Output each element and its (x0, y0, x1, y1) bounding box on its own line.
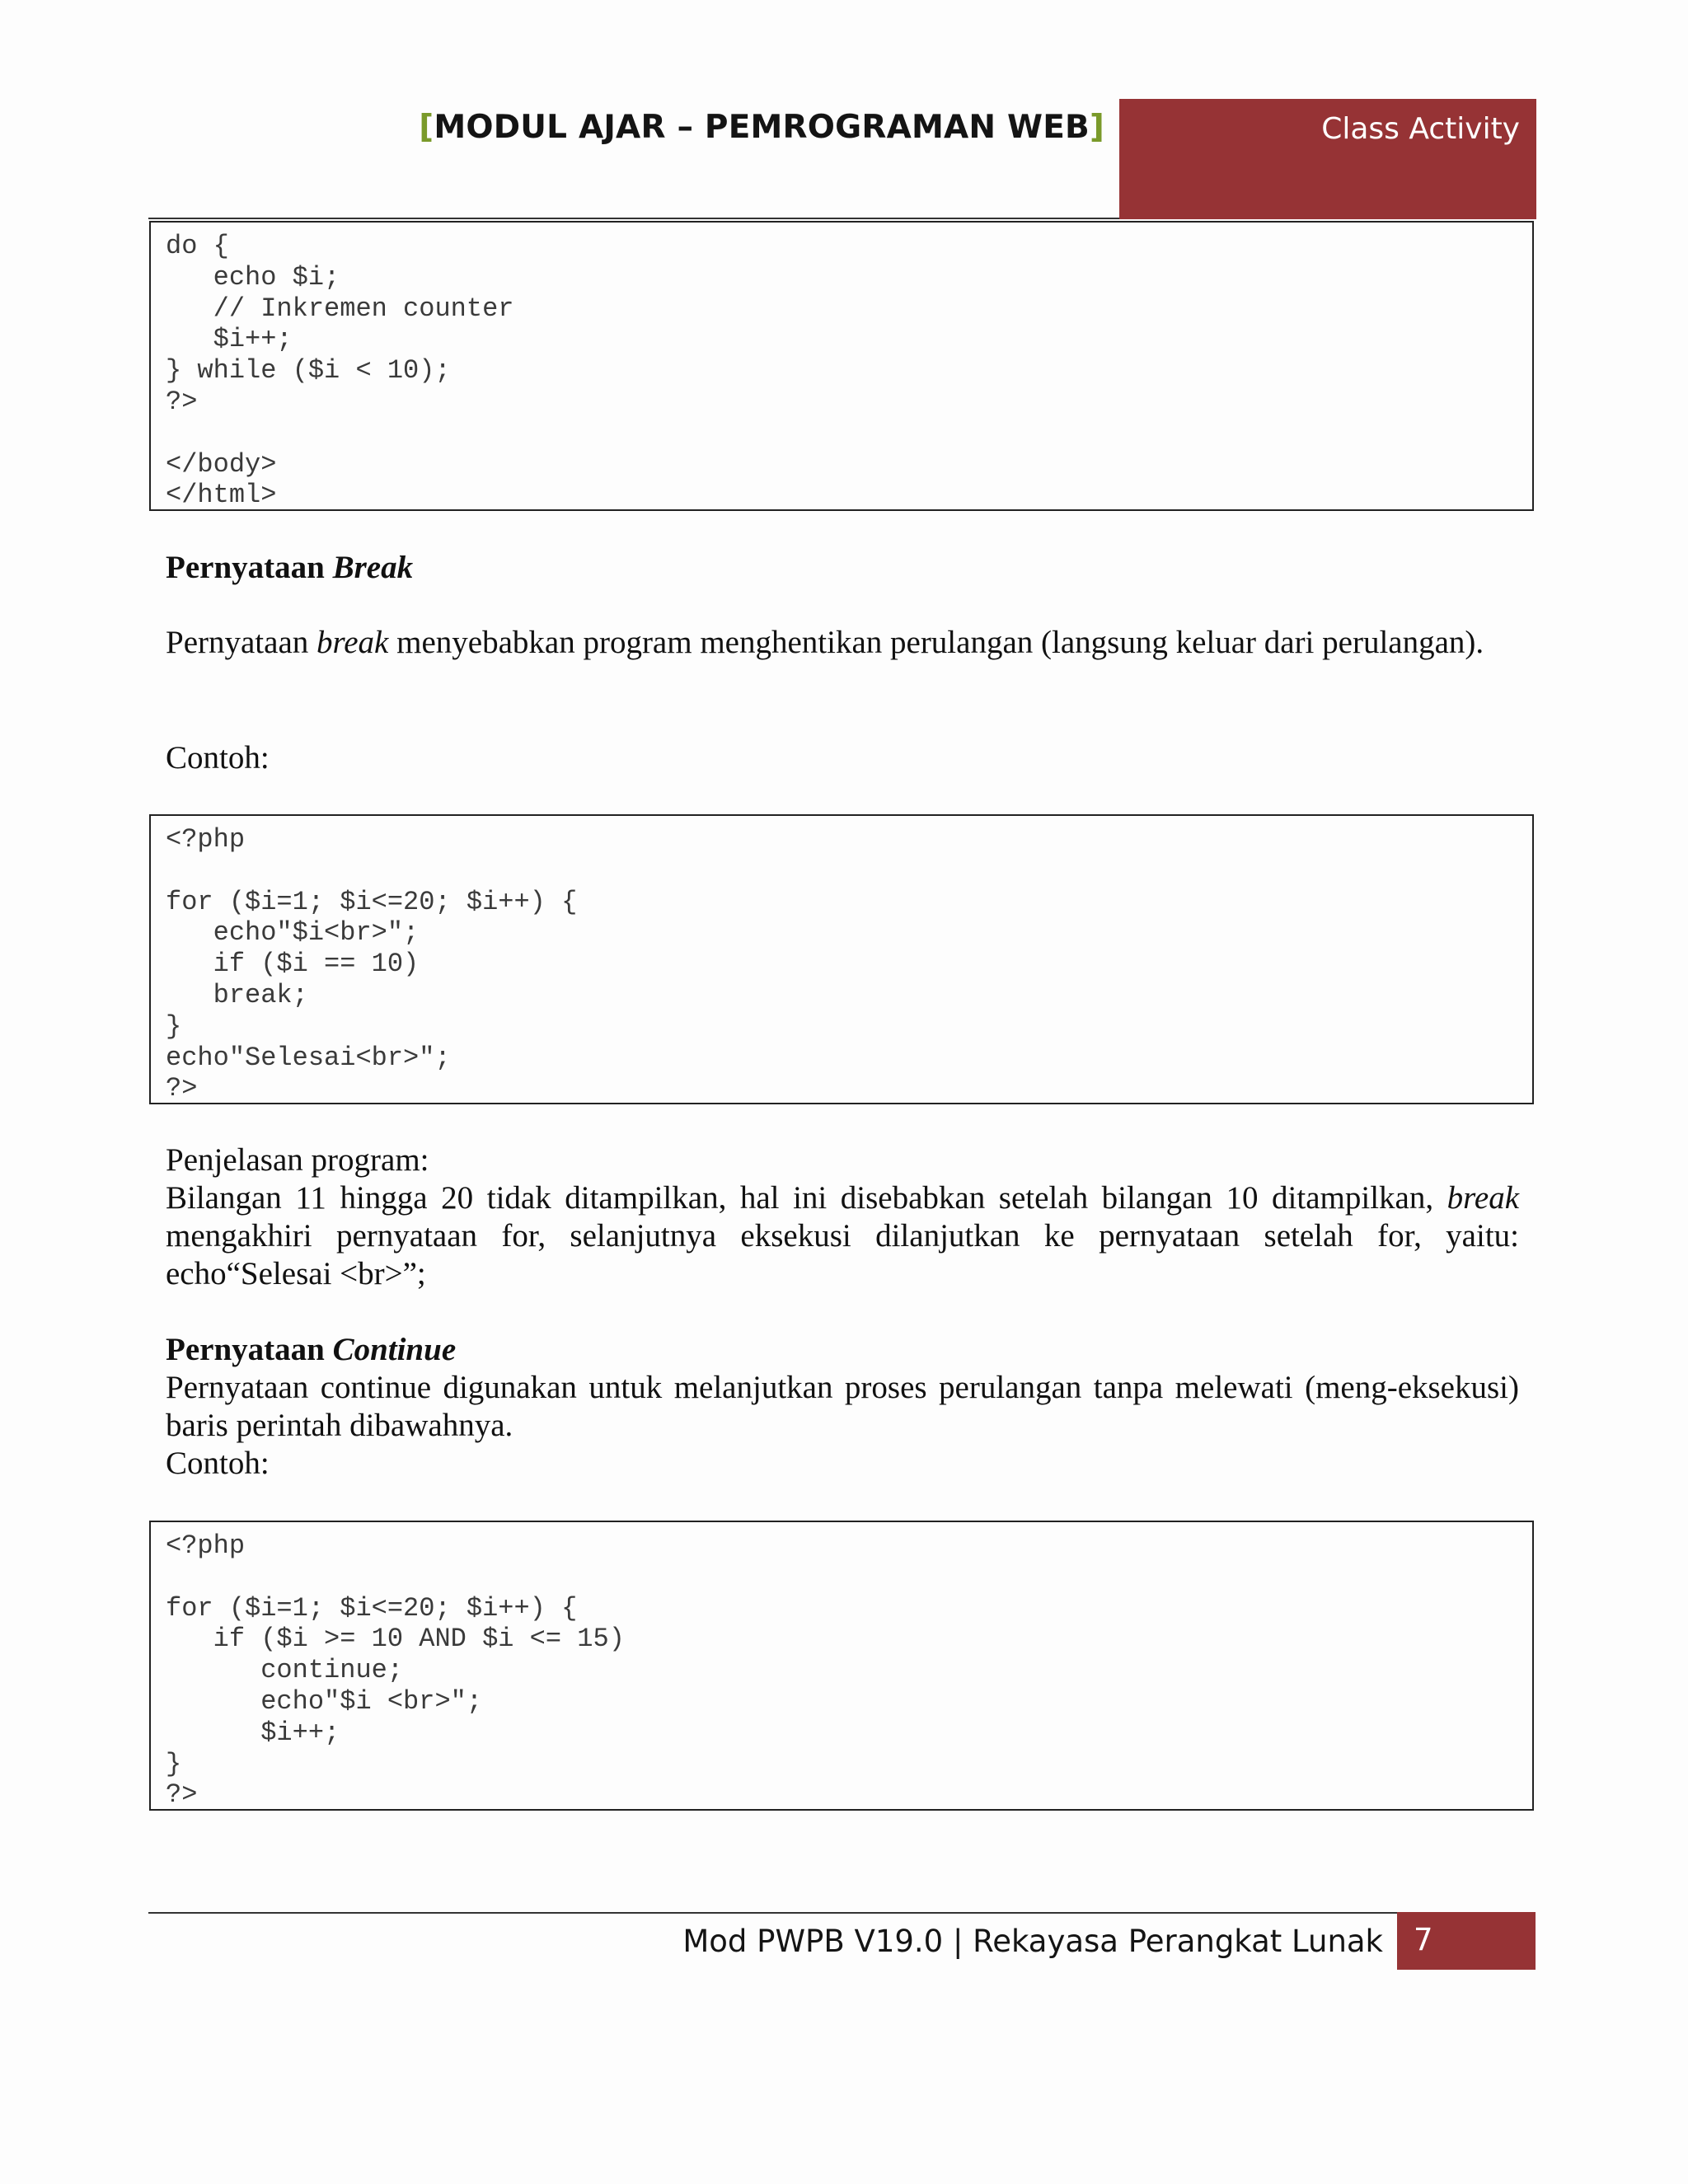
continue-heading (166, 1331, 1519, 1369)
continue-heading-text: Pernyataan (166, 1332, 325, 1367)
break-heading-text: Pernyataan (166, 550, 325, 585)
break-para-italic: break (316, 625, 389, 660)
break-para-rest: menyebabkan program menghentikan perulangan (langsung keluar dari perulangan). (396, 625, 1484, 660)
module-title (346, 109, 1104, 146)
code-text: <?php for ($i=1; $i<=20; $i++) { echo"$i<br>"; if ($i == 10) break; } echo"Selesai<br>"; ?> (166, 824, 578, 1104)
code-text: do { echo $i; // Inkremen counter $i++; } while ($i < 10); ?> </body> </html> (166, 231, 514, 511)
explanation-start: Bilangan 11 hingga 20 tidak ditampilkan, hal ini disebabkan setelah bilangan 10 ditampilkan, (166, 1180, 1434, 1216)
header-divider (148, 218, 1119, 219)
code-block-break (149, 814, 1534, 1104)
continue-heading-italic: Continue (332, 1332, 457, 1367)
footer-divider (148, 1912, 1397, 1914)
explanation-label: Penjelasan program: (166, 1142, 429, 1178)
break-heading-italic: Break (332, 550, 414, 585)
code-block-continue (149, 1521, 1534, 1811)
explanation-paragraph (166, 1179, 1519, 1293)
bracket-close: ] (1089, 109, 1104, 146)
page-number: 7 (1414, 1922, 1433, 1957)
class-activity-label: Class Activity (1321, 112, 1520, 146)
module-title-text: MODUL AJAR – PEMROGRAMAN WEB (434, 109, 1090, 146)
bracket-open: [ (419, 109, 434, 146)
break-paragraph (166, 624, 1519, 662)
break-para-start: Pernyataan (166, 625, 309, 660)
continue-paragraph: Pernyataan continue digunakan untuk melanjutkan proses perulangan tanpa melewati (meng-eksekusi) baris perintah dibawahnya. (166, 1370, 1519, 1443)
code-text: <?php for ($i=1; $i<=20; $i++) { if ($i >= 10 AND $i <= 15) continue; echo"$i <br>"; $i++; } ?> (166, 1530, 625, 1811)
page-number-box (1397, 1912, 1536, 1970)
explanation-italic: break (1447, 1180, 1520, 1216)
footer-text: Mod PWPB V19.0 | Rekayasa Perangkat Lunak (682, 1924, 1383, 1959)
break-heading (166, 549, 1519, 587)
code-block-do-while (149, 221, 1534, 511)
break-example-label: Contoh: (166, 740, 270, 776)
explanation-rest: mengakhiri pernyataan for, selanjutnya eksekusi dilanjutkan ke pernyataan setelah for, yaitu: echo“Selesai <br>”; (166, 1218, 1519, 1291)
continue-example-label: Contoh: (166, 1446, 270, 1481)
class-activity-banner (1119, 99, 1536, 219)
